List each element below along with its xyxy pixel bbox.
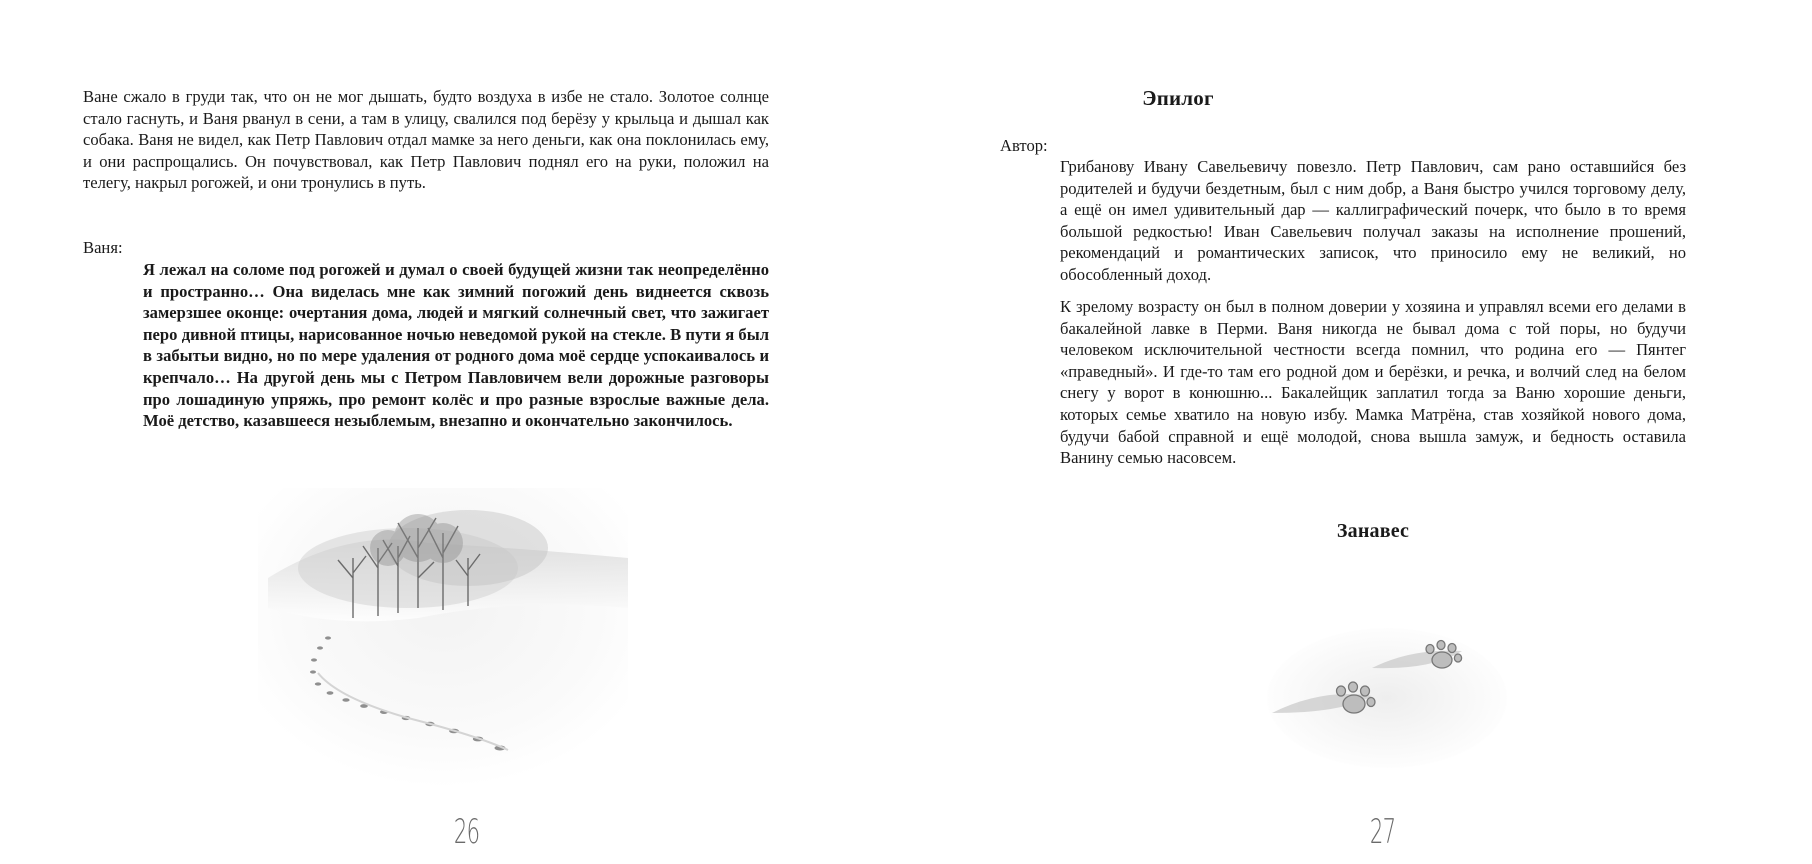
left-paragraph-1: Ване сжало в груди так, что он не мог дышать, будто воздуха в избе не стало. Золотое солнце стало гаснуть, и Ваня рванул в сени, а там в улицу, свалился под берёзу у крыльца и дышал как собака. Ваня не видел, как Петр Павлович отдал мамке за него деньги, как она поклонилась ему, и они распрощались. Он почувствовал, как Петр Павлович поднял его на руки, положил на телегу, накрыл рогожей, и они тронулись в путь.	[83, 87, 769, 193]
winter-path-illustration	[258, 488, 628, 788]
paw-prints-illustration	[1262, 618, 1512, 778]
left-page-number: 26	[453, 812, 480, 852]
right-paragraph-1: Грибанову Ивану Савельевичу повезло. Петр Павлович, сам рано оставшийся без родителей и будучи бездетным, был с ним добр, а Ваня быстро учился торговому делу, а ещё он имел удивительный дар — каллиграфический почерк, что было в то время большой редкостью! Иван Савельевич получал заказы на исполнение прошений, рекомендаций и романтических записок, что приносило ему не великий, но обособленный доход.	[1060, 157, 1686, 284]
right-page-number: 27	[1369, 812, 1396, 852]
closing-heading: Занавес	[1336, 520, 1410, 542]
left-monologue: Я лежал на соломе под рогожей и думал о своей будущей жизни так неопределённо и пространно… Она виделась мне как зимний погожий день виднеется сквозь замерзшее оконце: очертания дома, людей и мягкий солнечный свет, что зажигает перо дивной птицы, нарисованное ночью неведомой рукой на стекле. В пути я был в забытьи видно, но по мере удаления от родного дома моё сердце успокаивалось и крепчало… На другой день мы с Петром Павловичем вели дорожные разговоры про лошадиную упряжь, про ремонт колёс и про разные взрослые важные дела. Моё детство, казавшееся незыблемым, внезапно и окончательно закончилось.	[143, 260, 769, 431]
right-page	[906, 0, 1812, 864]
epilogue-heading: Эпилог	[1142, 86, 1214, 110]
left-speaker-label: Ваня:	[83, 238, 123, 257]
right-speaker-label: Автор:	[1000, 136, 1048, 155]
right-paragraph-2: К зрелому возрасту он был в полном доверии у хозяина и управлял всеми его делами в бакалейной лавке в Перми. Ваня никогда не бывал дома с той поры, но будучи человеком исключительной честности всегда помнил, что родина его — Пянтег «праведный». И где-то там его родной дом и берёзки, и речка, и волчий след на белом снегу у ворот в конюшню... Бакалейщик заплатил тогда за Ваню хорошие деньги, которых семье хватило на новую избу. Мамка Матрёна, став хозяйкой нового дома, будучи бабой справной и ещё молодой, снова вышла замуж, и бедность оставила Ванину семью насовсем.	[1060, 297, 1686, 468]
